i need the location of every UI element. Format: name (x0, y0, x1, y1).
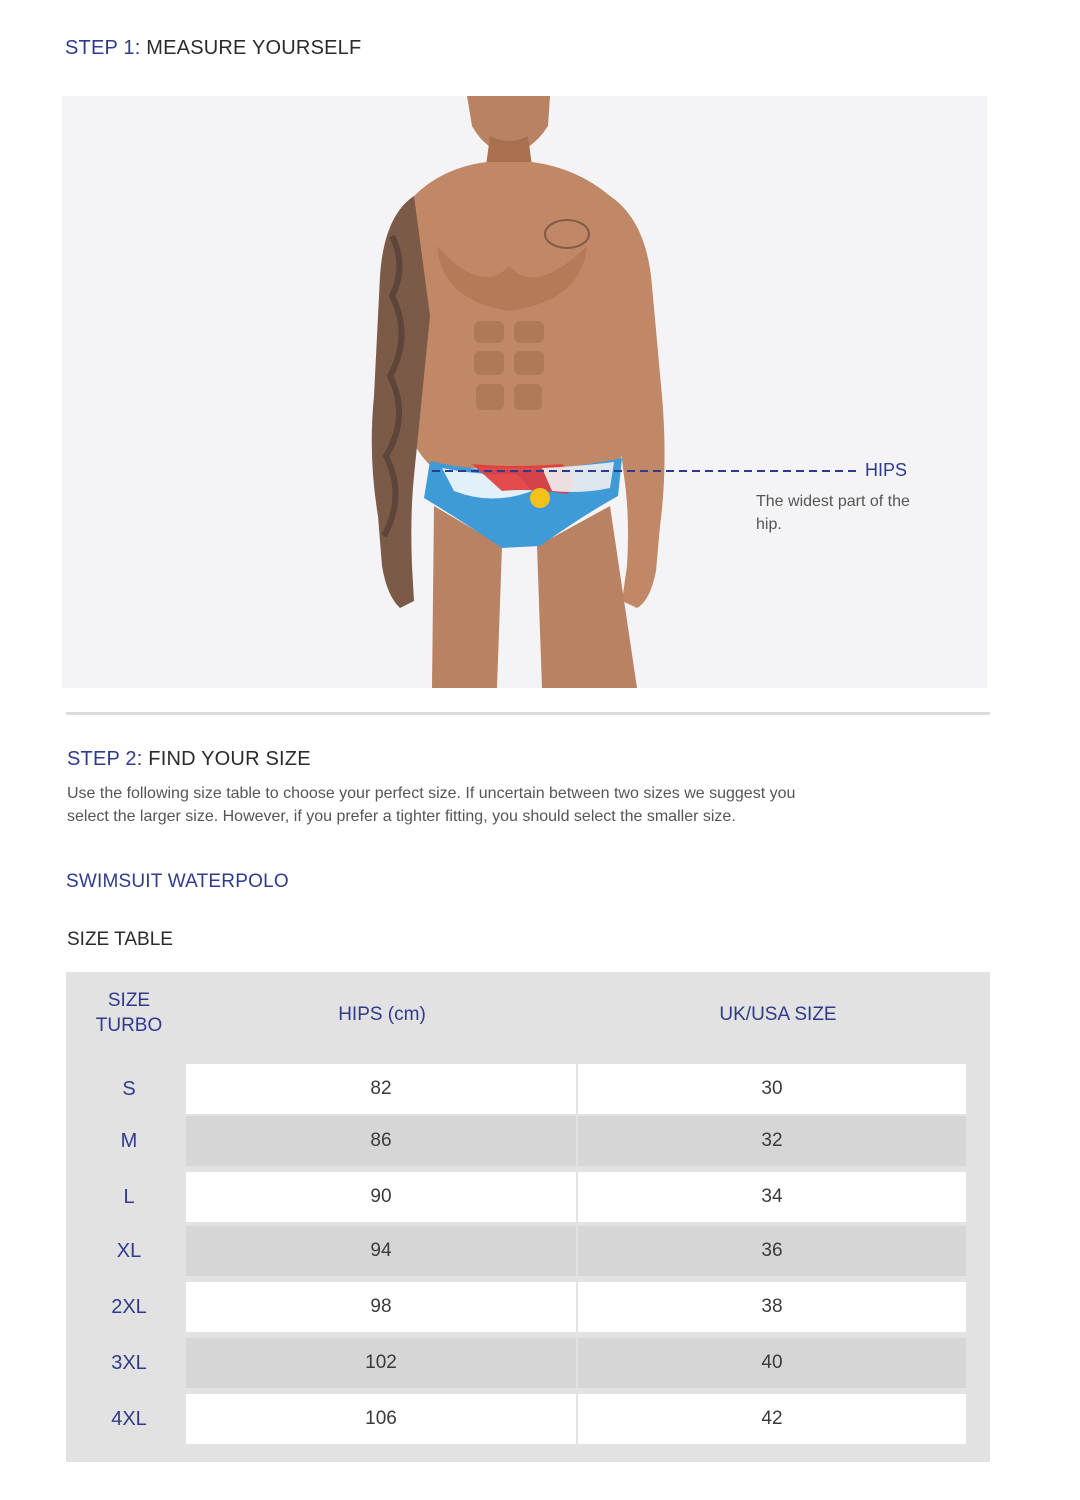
hips-cell: 106 (186, 1394, 576, 1444)
table-row (66, 1282, 990, 1332)
step2-title (67, 748, 311, 771)
table-row (66, 1338, 990, 1388)
uk-usa-cell: 38 (578, 1282, 966, 1332)
size-cell: 3XL (111, 1352, 147, 1374)
step1-title (65, 37, 361, 60)
header-uk-usa-size: UK/USA SIZE (719, 1004, 837, 1025)
product-title: SWIMSUIT WATERPOLO (66, 871, 289, 892)
size-cell: 4XL (111, 1408, 147, 1430)
hips-cell: 86 (186, 1116, 576, 1166)
uk-usa-cell: 36 (578, 1226, 966, 1276)
uk-usa-cell: 34 (578, 1172, 966, 1222)
size-cell: L (123, 1186, 135, 1208)
model-photo-panel (62, 96, 987, 688)
swimmer-model-illustration (62, 96, 987, 688)
table-row (66, 1394, 990, 1444)
header-size-line2: TURBO (95, 1015, 163, 1036)
step1-text: MEASURE YOURSELF (146, 37, 362, 59)
table-row (66, 1172, 990, 1222)
uk-usa-cell: 40 (578, 1338, 966, 1388)
size-intro-text: Use the following size table to choose your perfect size. If uncertain between two sizes we suggest you select the larger size. However, if you prefer a tighter fitting, you should select the smaller size. (67, 785, 796, 825)
step2-number: STEP 2: (67, 748, 143, 770)
size-cell: S (122, 1078, 136, 1100)
hips-cell: 98 (186, 1282, 576, 1332)
header-size-line1: SIZE (107, 990, 151, 1011)
table-row (66, 1064, 990, 1114)
hips-cell: 94 (186, 1226, 576, 1276)
size-table-title: SIZE TABLE (67, 929, 173, 950)
size-cell: 2XL (111, 1296, 147, 1318)
table-row (66, 1116, 990, 1166)
hips-label: HIPS (865, 460, 908, 480)
hips-cell: 82 (186, 1064, 576, 1114)
size-cell: M (120, 1130, 138, 1152)
size-cell: XL (116, 1240, 142, 1262)
hips-cell: 102 (186, 1338, 576, 1388)
hips-cell: 90 (186, 1172, 576, 1222)
uk-usa-cell: 30 (578, 1064, 966, 1114)
uk-usa-cell: 32 (578, 1116, 966, 1166)
step1-number: STEP 1: (65, 37, 141, 59)
header-size-turbo (66, 988, 192, 1038)
size-table (66, 972, 990, 1462)
table-row (66, 1226, 990, 1276)
section-divider (66, 712, 990, 715)
step2-text: FIND YOUR SIZE (148, 748, 311, 770)
uk-usa-cell: 42 (578, 1394, 966, 1444)
hips-description: The widest part of the hip. (756, 493, 910, 533)
header-hips: HIPS (cm) (338, 1004, 426, 1025)
